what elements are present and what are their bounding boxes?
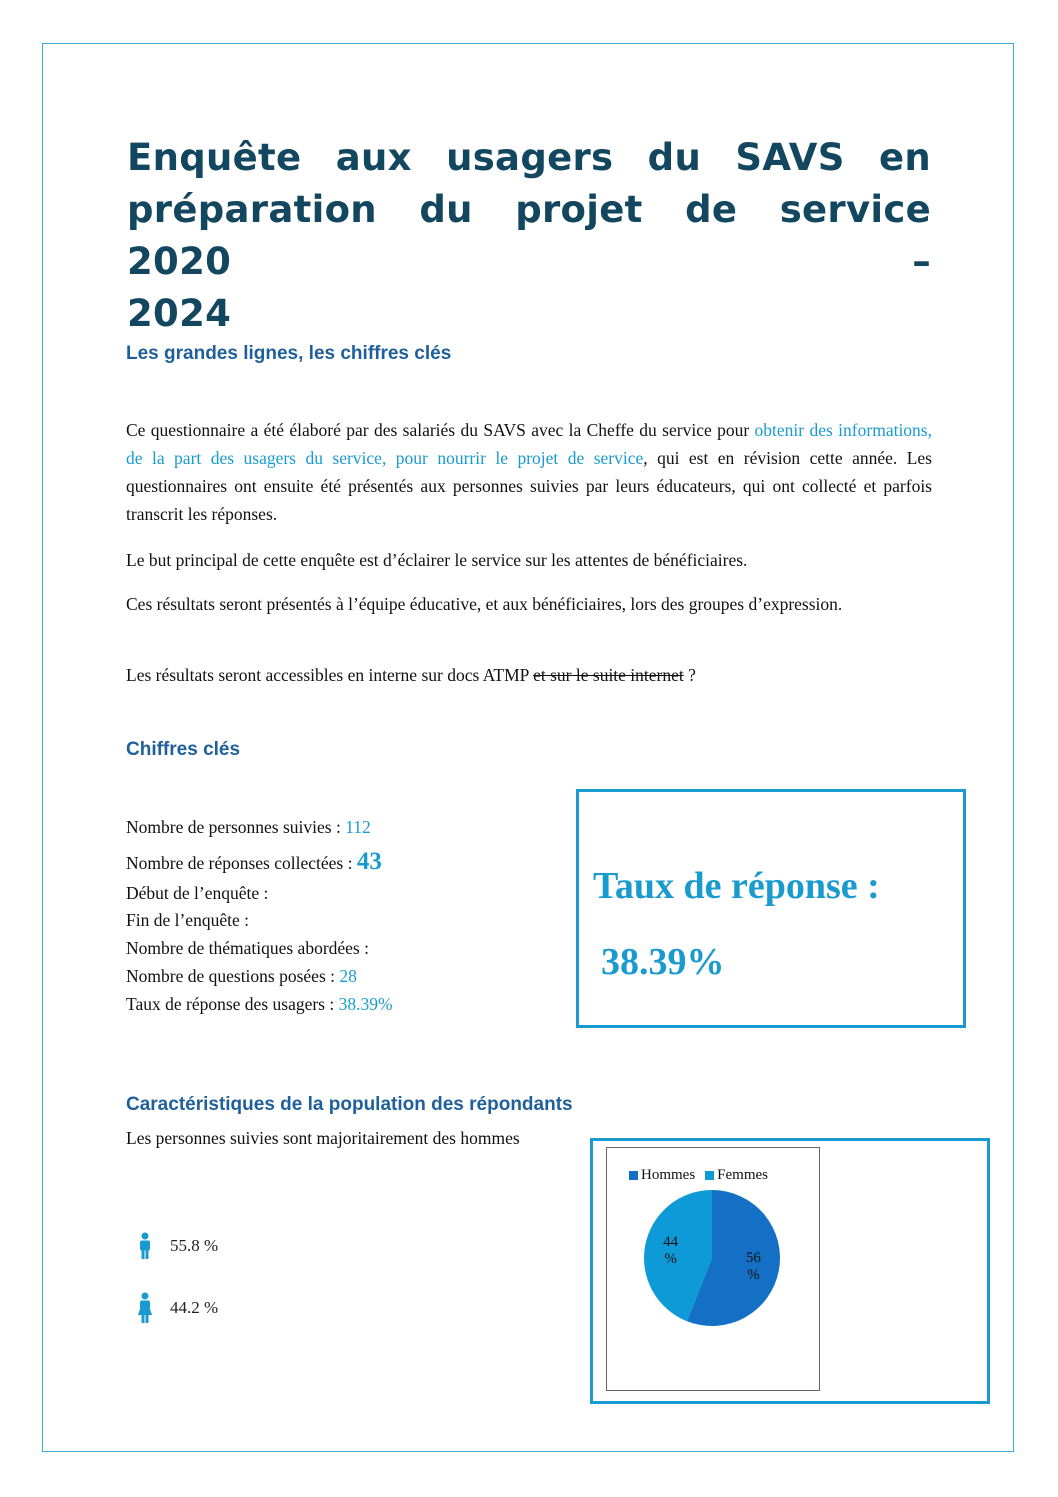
legend-label: Femmes — [717, 1167, 769, 1183]
key-figures-heading: Chiffres clés — [126, 739, 241, 760]
key-figure-row — [126, 906, 249, 934]
response-rate-box — [576, 789, 966, 1028]
pie-data-label: 56 % — [745, 1249, 761, 1283]
key-figure-label: Fin de l’enquête : — [126, 910, 249, 930]
gender-chart-box — [590, 1138, 990, 1404]
chart-frame — [606, 1147, 820, 1391]
key-figure-label: Début de l’enquête : — [126, 883, 269, 903]
overview-heading: Les grandes lignes, les chiffres clés — [126, 343, 452, 364]
struck-text: et sur le suite internet — [533, 665, 684, 685]
key-figure-row — [126, 879, 268, 907]
overview-paragraph-3: Ces résultats seront présentés à l’équipe éducative, et aux bénéficiaires, lors des groupes d’expression. — [126, 594, 843, 614]
key-figure-value: 28 — [339, 966, 357, 986]
key-figure-row — [126, 848, 382, 877]
key-figure-row — [126, 990, 393, 1018]
title-line-3: 2024 — [127, 292, 232, 335]
title-line-1: Enquête aux usagers du SAVS en — [127, 136, 931, 179]
woman-icon — [138, 1292, 152, 1324]
title-line-2: préparation du projet de service 2020 – — [127, 188, 931, 283]
key-figure-label: Nombre de thématiques abordées : — [126, 938, 369, 958]
highlighted-text: obtenir des informations, de la part des usagers du service, pour nourrir le projet de service — [126, 420, 932, 468]
response-rate-value: 38.39% — [601, 941, 725, 983]
key-figure-value: 43 — [356, 848, 382, 875]
paragraph-text: Ce questionnaire a été élaboré par des salariés du SAVS avec la Cheffe du service pour — [126, 420, 755, 440]
response-rate-title: Taux de réponse : — [593, 865, 880, 907]
key-figure-label: Taux de réponse des usagers : — [126, 994, 339, 1014]
key-figure-value: 38.39% — [338, 994, 393, 1014]
pie-data-label: 44 % — [663, 1234, 679, 1268]
women-stat — [138, 1292, 218, 1324]
overview-paragraph-2: Le but principal de cette enquête est d’éclairer le service sur les attentes de bénéficiaires. — [126, 550, 748, 570]
key-figure-row — [126, 962, 357, 990]
key-figure-row — [126, 813, 371, 841]
paragraph-text: ? — [683, 665, 696, 685]
paragraph-text: , qui est en révision cette année. Les questionnaires ont ensuite été présentés aux personnes suivies par leurs éducateurs, qui ont collecté et parfois transcrit les réponses. — [126, 448, 932, 524]
overview-paragraph-1 — [126, 416, 932, 528]
pie-chart — [607, 1148, 819, 1390]
overview-paragraph-4 — [126, 661, 932, 689]
key-figure-row — [126, 934, 369, 962]
men-stat — [138, 1232, 218, 1260]
population-heading: Caractéristiques de la population des répondants — [126, 1094, 573, 1115]
key-figure-label: Nombre de questions posées : — [126, 966, 340, 986]
key-figure-label: Nombre de réponses collectées : — [126, 853, 357, 873]
legend-label: Hommes — [641, 1167, 696, 1183]
document-title — [127, 132, 931, 340]
key-figure-value: 112 — [345, 817, 371, 837]
man-icon — [138, 1232, 152, 1260]
women-percentage: 44.2 % — [170, 1298, 219, 1317]
men-percentage: 55.8 % — [170, 1236, 219, 1255]
paragraph-text: Les résultats seront accessibles en interne sur docs ATMP — [126, 665, 534, 685]
population-summary: Les personnes suivies sont majoritairement des hommes — [126, 1128, 520, 1148]
key-figure-label: Nombre de personnes suivies : — [126, 817, 346, 837]
